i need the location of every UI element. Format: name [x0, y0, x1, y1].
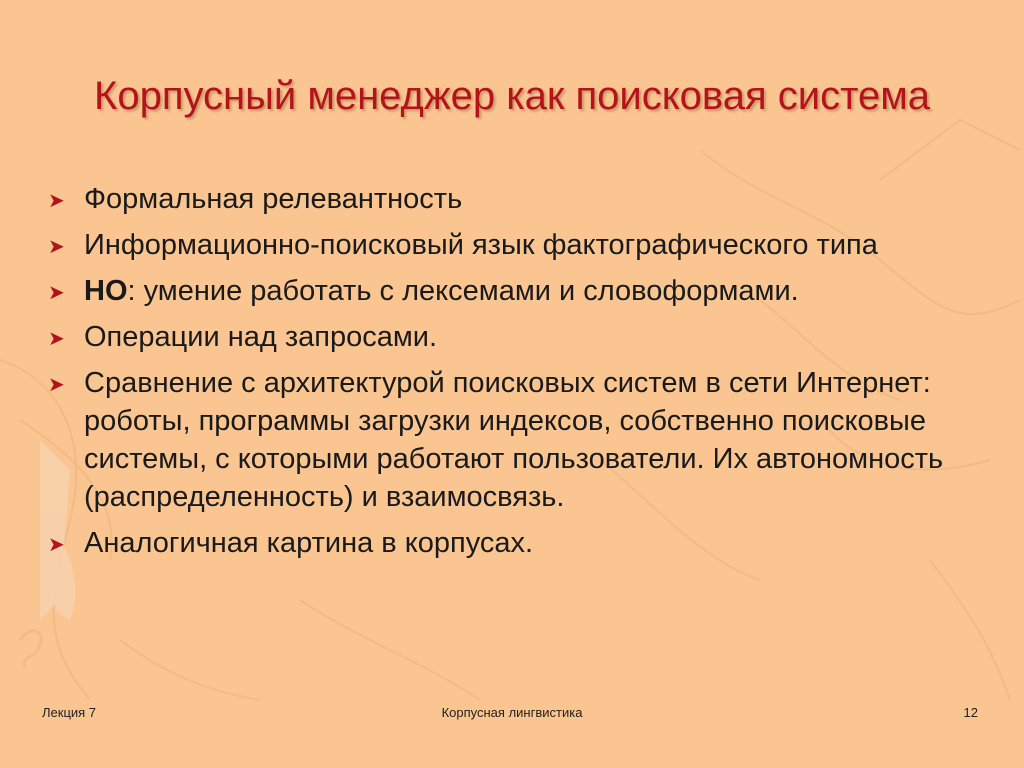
bullet-text: Аналогичная картина в корпусах. — [84, 527, 534, 559]
bullet-text: Информационно-поисковый язык фактографического типа — [84, 229, 878, 261]
bullet-item — [46, 180, 946, 218]
bullet-text: : умение работать с лексемами и словоформами. — [127, 275, 799, 307]
arrowhead-icon: ➤ — [48, 328, 65, 350]
arrowhead-icon: ➤ — [48, 282, 65, 304]
bullet-item — [46, 524, 946, 562]
arrowhead-icon: ➤ — [48, 236, 65, 258]
arrowhead-icon: ➤ — [48, 190, 65, 212]
bullet-item — [46, 226, 946, 264]
bullet-text: Операции над запросами. — [84, 321, 438, 353]
bullet-item — [46, 272, 946, 310]
arrowhead-icon: ➤ — [48, 534, 65, 556]
arrowhead-icon: ➤ — [48, 374, 65, 396]
slide-number: 12 — [963, 705, 978, 720]
bullet-list — [46, 180, 946, 570]
slide-title: Корпусный менеджер как поисковая система — [94, 74, 930, 118]
bullet-text: Формальная релевантность — [84, 183, 463, 215]
bullet-lead: НО — [84, 275, 128, 307]
footer-course: Корпусная лингвистика — [441, 705, 583, 720]
bullet-item — [46, 364, 946, 516]
bullet-item — [46, 318, 946, 356]
bullet-text: Сравнение с архитектурой поисковых систем в сети Интернет: роботы, программы загрузки индексов, собственно поисковые системы, с которыми работают пользователи. Их автономность (распределенность) и взаимосвязь. — [84, 367, 944, 513]
footer-lecture: Лекция 7 — [42, 705, 97, 720]
